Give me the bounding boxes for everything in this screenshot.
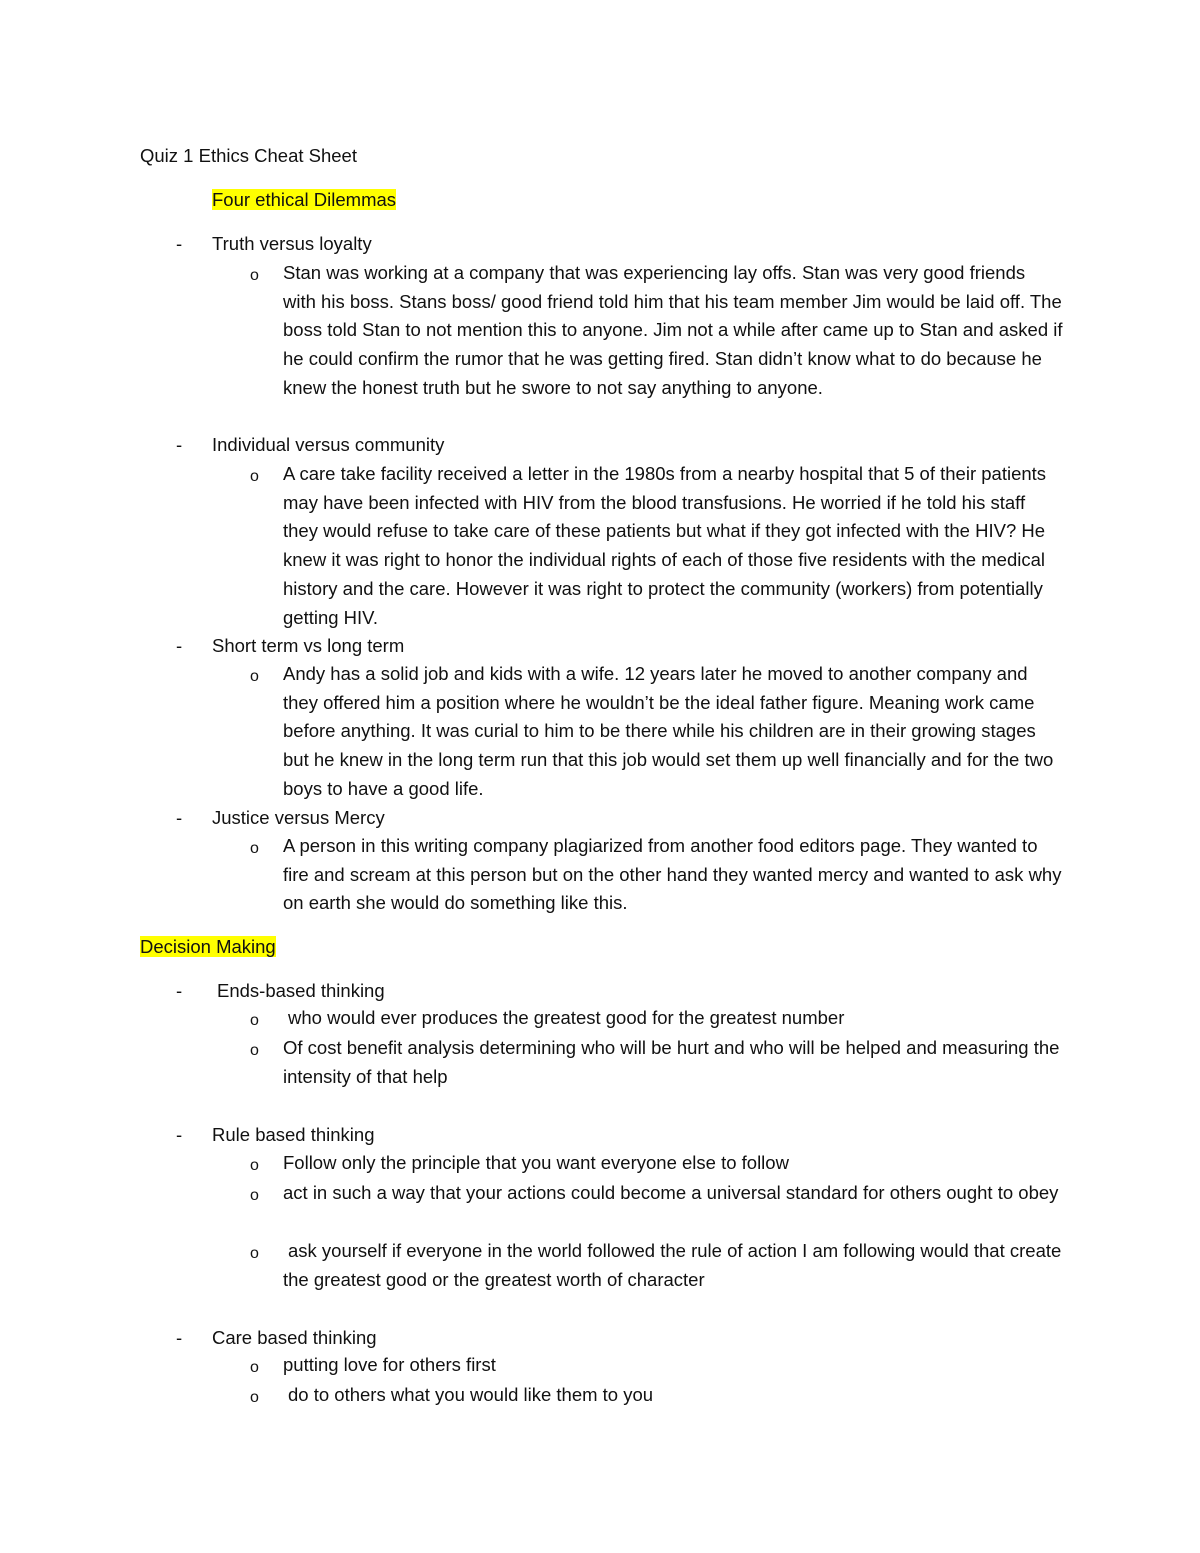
bullet-marker: o bbox=[250, 668, 259, 685]
dilemma-label: Individual versus community bbox=[212, 434, 445, 455]
thinking-point: ask yourself if everyone in the world followed the rule of action I am following would that create the greatest good or the greatest worth of character bbox=[283, 1240, 1062, 1290]
dilemma-description: A care take facility received a letter in the 1980s from a nearby hospital that 5 of their patients may have been infected with HIV from the blood transfusions. He worried if he told his staff they would refuse to take care of these patients but what if they got infected with the HIV? He knew it was right to honor the individual rights of each of those five residents with the medical history and the care. However it was right to protect the community (workers) from potentially getting HIV. bbox=[283, 463, 1047, 628]
dilemma-label: Justice versus Mercy bbox=[212, 807, 385, 828]
bullet-marker: o bbox=[250, 267, 259, 284]
thinking-label: Ends-based thinking bbox=[217, 980, 385, 1001]
bullet-marker: o bbox=[250, 1389, 259, 1406]
highlighted-heading: Decision Making bbox=[140, 936, 276, 957]
thinking-point: act in such a way that your actions could become a universal standard for others ought to obey bbox=[283, 1182, 1059, 1203]
dash-marker: - bbox=[176, 233, 183, 254]
bullet-marker: o bbox=[250, 840, 259, 857]
dilemma-label: Truth versus loyalty bbox=[212, 233, 372, 254]
dash-marker: - bbox=[176, 807, 183, 828]
bullet-marker: o bbox=[250, 1245, 259, 1262]
highlighted-heading: Four ethical Dilemmas bbox=[212, 189, 397, 210]
thinking-point: Follow only the principle that you want everyone else to follow bbox=[283, 1152, 789, 1173]
section-heading-decision-making bbox=[140, 935, 276, 959]
bullet-marker: o bbox=[250, 1187, 259, 1204]
dilemma-description: Stan was working at a company that was experiencing lay offs. Stan was very good friends with his boss. Stans boss/ good friend told him that his team member Jim would be laid off. The boss told Stan to not mention this to anyone. Jim not a while after came up to Stan and asked if he could confirm the rumor that he was getting fired. Stan didn’t know what to do because he knew the honest truth but he swore to not say anything to anyone. bbox=[283, 262, 1063, 398]
dash-marker: - bbox=[176, 1124, 183, 1145]
bullet-marker: o bbox=[250, 1157, 259, 1174]
document-title: Quiz 1 Ethics Cheat Sheet bbox=[140, 145, 357, 166]
dilemma-label: Short term vs long term bbox=[212, 635, 405, 656]
thinking-point: putting love for others first bbox=[283, 1354, 496, 1375]
bullet-marker: o bbox=[250, 468, 259, 485]
thinking-point: do to others what you would like them to you bbox=[288, 1384, 654, 1405]
dash-marker: - bbox=[176, 1327, 183, 1348]
bullet-marker: o bbox=[250, 1042, 259, 1059]
dash-marker: - bbox=[176, 434, 183, 455]
thinking-point: Of cost benefit analysis determining who will be hurt and who will be helped and measuring the intensity of that help bbox=[283, 1037, 1060, 1087]
dash-marker: - bbox=[176, 635, 183, 656]
thinking-label: Rule based thinking bbox=[212, 1124, 375, 1145]
dilemma-description: Andy has a solid job and kids with a wife. 12 years later he moved to another company and they offered him a position where he wouldn’t be the ideal father figure. Meaning work came before anything. It was curial to him to be there while his children are in their growing stages but he knew in the long term run that this job would set them up well financially and for the two boys to have a good life. bbox=[283, 663, 1054, 799]
bullet-marker: o bbox=[250, 1012, 259, 1029]
section-heading-dilemmas bbox=[212, 188, 396, 212]
thinking-label: Care based thinking bbox=[212, 1327, 377, 1348]
dash-marker: - bbox=[176, 980, 183, 1001]
bullet-marker: o bbox=[250, 1359, 259, 1376]
thinking-point: who would ever produces the greatest good for the greatest number bbox=[288, 1007, 845, 1028]
dilemma-description: A person in this writing company plagiarized from another food editors page. They wanted to fire and scream at this person but on the other hand they wanted mercy and wanted to ask why on earth she would do something like this. bbox=[283, 835, 1062, 914]
